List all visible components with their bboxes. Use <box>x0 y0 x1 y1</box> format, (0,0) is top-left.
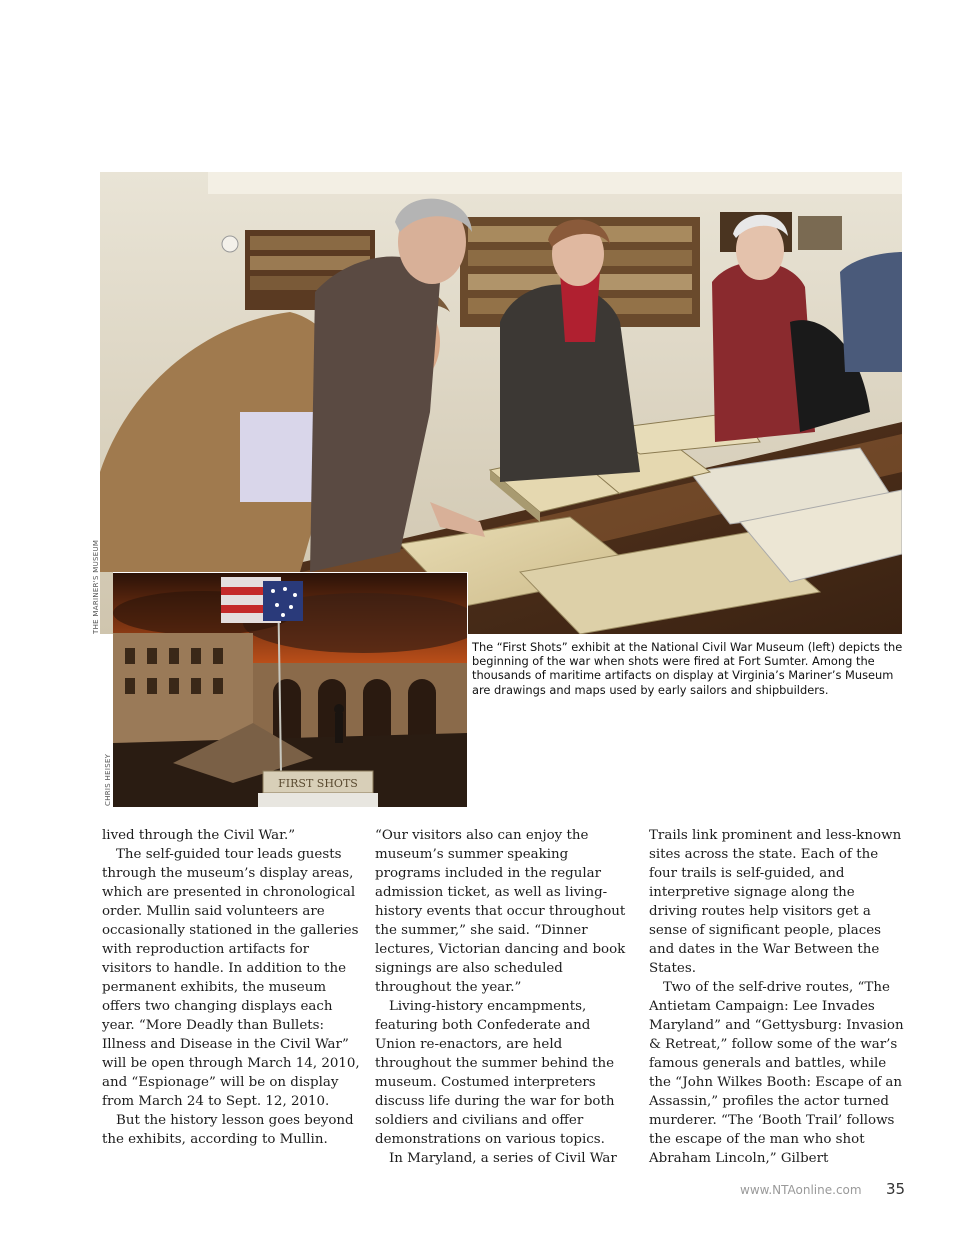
photo-credit-mariners: THE MARINER'S MUSEUM <box>92 539 100 634</box>
paragraph: In Maryland, a series of Civil War <box>389 1151 617 1166</box>
paragraph: Trails link prominent and less-known sites across the state. Each of the four trails is self-guided, and interpretive signage along the driving routes help visitors get a sense of significant people, places and dates in the War Between the States. <box>649 828 902 976</box>
paragraph: Two of the self-drive routes, “The Antietam Campaign: Lee Invades Maryland” and “Gettysburg: Invasion & Retreat,” follow some of the war’s famous generals and battles, while the “John Wilkes Booth: Escape of an Assassin,” profiles the actor turned murderer. “The ‘Booth Trail’ follows the escape of the man who shot Abraham Lincoln,” Gilbert <box>649 980 904 1166</box>
article-column-3 <box>649 826 907 1168</box>
paragraph: “Our visitors also can enjoy the museum’s summer speaking programs included in the regular admission ticket, as well as living-history events that occur throughout the summer,” she said. “Dinner lectures, Victorian dancing and book signings are also scheduled throughout the year.” <box>375 828 626 995</box>
article-column-2 <box>375 826 633 1168</box>
page-number: 35 <box>886 1180 906 1198</box>
paragraph: But the history lesson goes beyond the exhibits, according to Mullin. <box>102 1113 354 1147</box>
article-column-1 <box>102 826 360 1149</box>
paragraph: Living-history encampments, featuring both Confederate and Union re-enactors, are held throughout the summer behind the museum. Costumed interpreters discuss life during the war for both soldiers and civilians and offer demonstrations on various topics. <box>375 999 615 1147</box>
photo-caption: The “First Shots” exhibit at the National Civil War Museum (left) depicts the beginning of the war when shots were fired at Fort Sumter. Among the thousands of maritime artifacts on display at Virginia’s Mariner’s Museum are drawings and maps used by early sailors and shipbuilders. <box>472 640 903 697</box>
paragraph: The self-guided tour leads guests through the museum’s display areas, which are presented in chronological order. Mullin said volunteers are occasionally stationed in the galleries with reproduction artifacts for visitors to handle. In addition to the permanent exhibits, the museum offers two changing displays each year. “More Deadly than Bullets: Illness and Disease in the Civil War” will be open through March 14, 2010, and “Espionage” will be on display from March 24 to Sept. 12, 2010. <box>102 847 360 1109</box>
exhibit-sign-text: FIRST SHOTS <box>278 777 358 790</box>
paragraph: lived through the Civil War.” <box>102 828 296 843</box>
mariners-museum-photo <box>100 172 902 634</box>
photo-credit-heisey: CHRIS HEISEY <box>104 753 112 806</box>
first-shots-exhibit-photo <box>113 572 468 807</box>
footer-website[interactable]: www.NTAonline.com <box>740 1183 862 1197</box>
